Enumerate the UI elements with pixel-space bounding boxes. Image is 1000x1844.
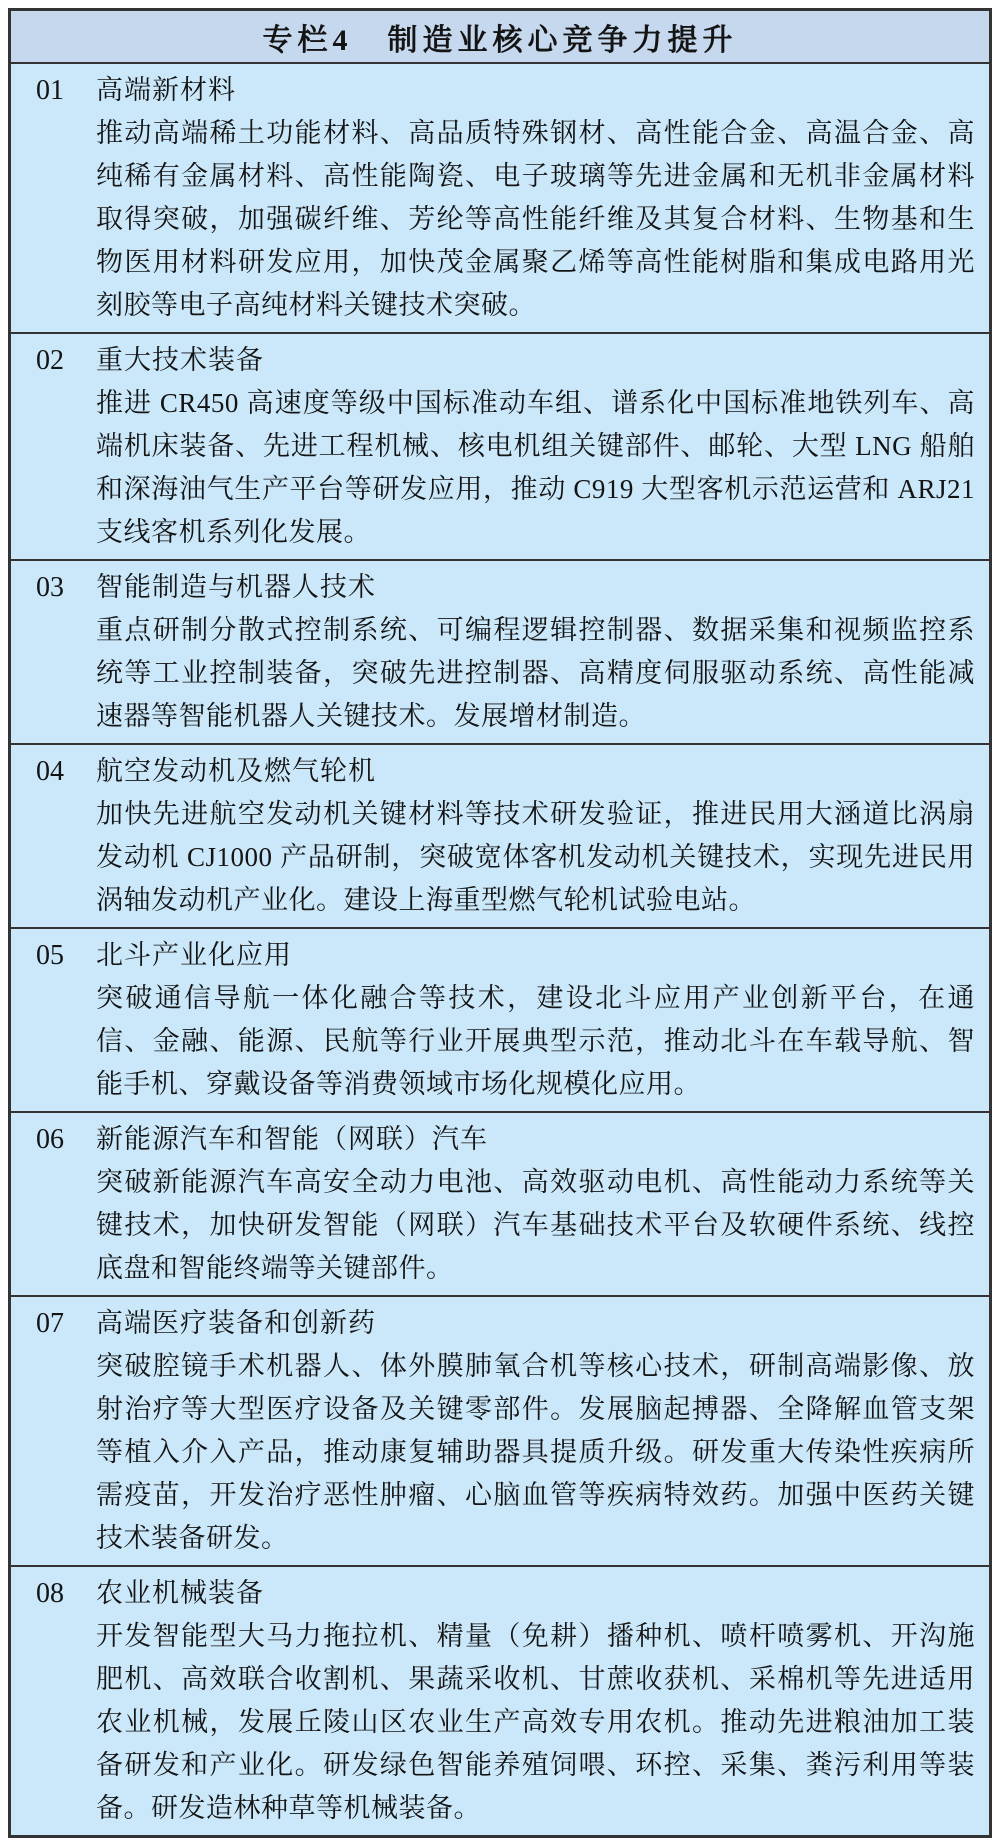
column-header: [11, 11, 989, 64]
section-title: 航空发动机及燃气轮机: [96, 756, 376, 786]
column-box: [8, 8, 992, 1838]
section-body: 重点研制分散式控制系统、可编程逻辑控制器、数据采集和视频监控系统等工业控制装备，突破先进控制器、高精度伺服驱动系统、高性能减速器等智能机器人关键技术。发展增材制造。: [96, 615, 975, 731]
section-heading: [36, 339, 975, 382]
section-body: 突破新能源汽车高安全动力电池、高效驱动电机、高性能动力系统等关键技术，加快研发智能（网联）汽车基础技术平台及软硬件系统、线控底盘和智能终端等关键部件。: [96, 1167, 975, 1283]
section-01: [11, 64, 989, 332]
section-number: 07: [36, 1308, 64, 1339]
section-body: 加快先进航空发动机关键材料等技术研发验证，推进民用大涵道比涡扇发动机 CJ1000 产品研制，突破宽体客机发动机关键技术，实现先进民用涡轴发动机产业化。建设上海重型燃气轮机试验电站。: [96, 799, 975, 915]
section-03: [11, 559, 989, 743]
section-05: [11, 927, 989, 1111]
section-title: 重大技术装备: [96, 345, 264, 375]
column-title: 专栏4 制造业核心竞争力提升: [262, 23, 738, 57]
section-body: 开发智能型大马力拖拉机、精量（免耕）播种机、喷杆喷雾机、开沟施肥机、高效联合收割机、果蔬采收机、甘蔗收获机、采棉机等先进适用农业机械，发展丘陵山区农业生产高效专用农机。推动先进粮油加工装备研发和产业化。研发绿色智能养殖饲喂、环控、采集、粪污利用等装备。研发造林种草等机械装备。: [96, 1621, 975, 1823]
section-heading: [36, 1118, 975, 1161]
section-02: [11, 332, 989, 559]
section-body: 突破通信导航一体化融合等技术，建设北斗应用产业创新平台，在通信、金融、能源、民航等行业开展典型示范，推动北斗在车载导航、智能手机、穿戴设备等消费领域市场化规模化应用。: [96, 983, 975, 1099]
section-list: [11, 64, 989, 1835]
section-number: 03: [36, 572, 64, 603]
section-body: 推进 CR450 高速度等级中国标准动车组、谱系化中国标准地铁列车、高端机床装备、先进工程机械、核电机组关键部件、邮轮、大型 LNG 船舶和深海油气生产平台等研发应用，推动 C919 大型客机示范运营和 ARJ21 支线客机系列化发展。: [96, 388, 975, 547]
section-07: [11, 1295, 989, 1565]
section-heading: [36, 934, 975, 977]
section-title: 新能源汽车和智能（网联）汽车: [96, 1124, 488, 1154]
section-title: 智能制造与机器人技术: [96, 572, 376, 602]
section-body: 突破腔镜手术机器人、体外膜肺氧合机等核心技术，研制高端影像、放射治疗等大型医疗设备及关键零部件。发展脑起搏器、全降解血管支架等植入介入产品，推动康复辅助器具提质升级。研发重大传染性疾病所需疫苗，开发治疗恶性肿瘤、心脑血管等疾病特效药。加强中医药关键技术装备研发。: [96, 1351, 975, 1553]
section-04: [11, 743, 989, 927]
section-heading: [36, 69, 975, 112]
section-heading: [36, 1572, 975, 1615]
section-number: 06: [36, 1124, 64, 1155]
section-number: 08: [36, 1578, 64, 1609]
section-number: 02: [36, 345, 64, 376]
section-heading: [36, 750, 975, 793]
section-number: 01: [36, 75, 64, 106]
section-number: 05: [36, 940, 64, 971]
section-number: 04: [36, 756, 64, 787]
section-heading: [36, 566, 975, 609]
section-body: 推动高端稀土功能材料、高品质特殊钢材、高性能合金、高温合金、高纯稀有金属材料、高性能陶瓷、电子玻璃等先进金属和无机非金属材料取得突破，加强碳纤维、芳纶等高性能纤维及其复合材料、生物基和生物医用材料研发应用，加快茂金属聚乙烯等高性能树脂和集成电路用光刻胶等电子高纯材料关键技术突破。: [96, 118, 975, 320]
section-title: 北斗产业化应用: [96, 940, 292, 970]
section-title: 农业机械装备: [96, 1578, 264, 1608]
section-title: 高端新材料: [96, 75, 236, 105]
section-title: 高端医疗装备和创新药: [96, 1308, 376, 1338]
section-08: [11, 1565, 989, 1835]
section-06: [11, 1111, 989, 1295]
section-heading: [36, 1302, 975, 1345]
